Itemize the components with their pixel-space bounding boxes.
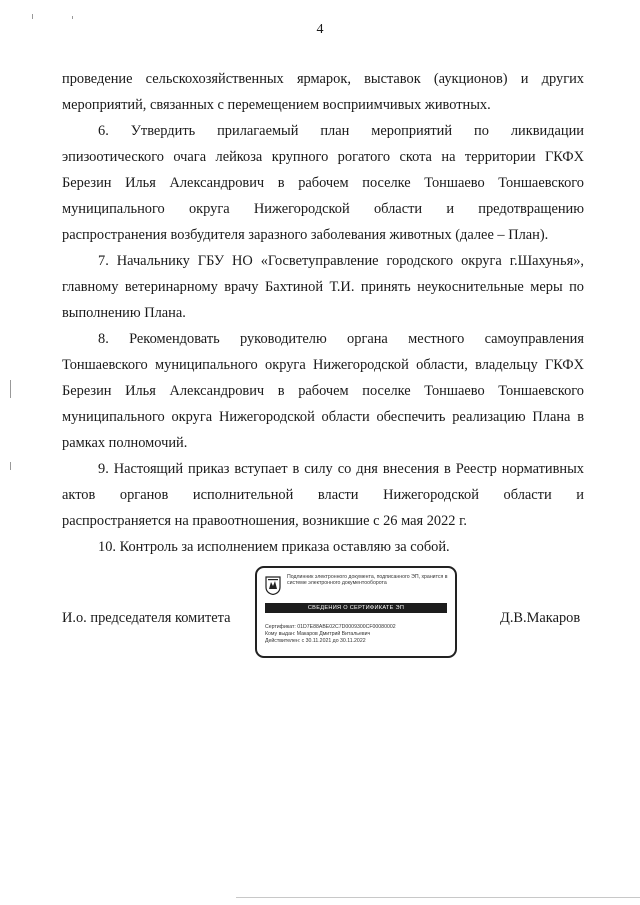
stamp-certificate: Сертификат: 01D7E88ABE02C7D0009300CF00080002 — [265, 624, 396, 630]
page-number: 4 — [316, 22, 324, 37]
paragraph-item-6 — [62, 118, 584, 248]
paragraph-item-10 — [62, 534, 584, 560]
text-line: распространения возбудителя заразного заболевания животных (далее – План). — [62, 227, 549, 243]
scan-speck — [72, 16, 73, 19]
text-line: Березин Илья Александрович в рабочем поселке Тоншаево Тоншаевского — [62, 383, 584, 399]
text-line: главному ветеринарному врачу Бахтиной Т.И. принять неукоснительные меры по — [62, 279, 584, 295]
scan-speck — [32, 14, 33, 19]
paragraph-item-8 — [62, 326, 584, 456]
text-line: муниципального округа Нижегородской области и предотвращению — [62, 201, 584, 217]
text-line: 6. Утвердить прилагаемый план мероприятий по ликвидации — [98, 123, 584, 139]
text-line: выполнению Плана. — [62, 305, 186, 321]
scan-speck — [10, 380, 11, 398]
stamp-issued-to: Кому выдан: Макаров Дмитрий Витальевич — [265, 631, 371, 637]
paragraph-item-7 — [62, 248, 584, 326]
paragraph-item-9 — [62, 456, 584, 534]
stamp-validity: Действителен: с 30.11.2021 до 30.11.2022 — [265, 638, 366, 644]
text-line: 7. Начальнику ГБУ НО «Госветуправление городского округа г.Шахунья», — [98, 253, 584, 269]
text-line: проведение сельскохозяйственных ярмарок, выставок (аукционов) и других — [62, 71, 584, 87]
signatory-title: И.о. председателя комитета — [62, 610, 231, 626]
text-line: Березин Илья Александрович в рабочем поселке Тоншаево Тоншаевского — [62, 175, 584, 191]
paragraph-ban-continued — [62, 66, 584, 118]
text-line: 10. Контроль за исполнением приказа оставляю за собой. — [98, 539, 450, 555]
signatory-name: Д.В.Макаров — [500, 610, 581, 626]
stamp-details — [265, 624, 450, 645]
text-line: рамках полномочий. — [62, 435, 188, 451]
text-line: актов органов исполнительной власти Нижегородской области и — [62, 487, 584, 503]
stamp-title-bar: СВЕДЕНИЯ О СЕРТИФИКАТЕ ЭП — [265, 603, 447, 613]
text-line: мероприятий, связанных с перемещением восприимчивых животных. — [62, 97, 491, 113]
coat-of-arms-icon — [265, 576, 281, 595]
text-line: 9. Настоящий приказ вступает в силу со дня внесения в Реестр нормативных — [98, 461, 584, 477]
stamp-header: Подлинник электронного документа, подписанного ЭП, хранится в системе электронного документооборота — [287, 574, 448, 587]
electronic-signature-stamp — [255, 566, 457, 658]
text-line: эпизоотического очага лейкоза крупного рогатого скота на территории ГКФХ — [62, 149, 584, 165]
text-line: распространяется на правоотношения, возникшие с 26 мая 2022 г. — [62, 513, 467, 529]
scan-edge-line — [236, 897, 640, 898]
text-line: 8. Рекомендовать руководителю органа местного самоуправления — [98, 331, 584, 347]
text-line: Тоншаевского муниципального округа Нижегородской области, владельцу ГКФХ — [62, 357, 584, 373]
scan-speck — [10, 462, 11, 470]
text-line: муниципального округа Нижегородской области обеспечить реализацию Плана в — [62, 409, 584, 425]
